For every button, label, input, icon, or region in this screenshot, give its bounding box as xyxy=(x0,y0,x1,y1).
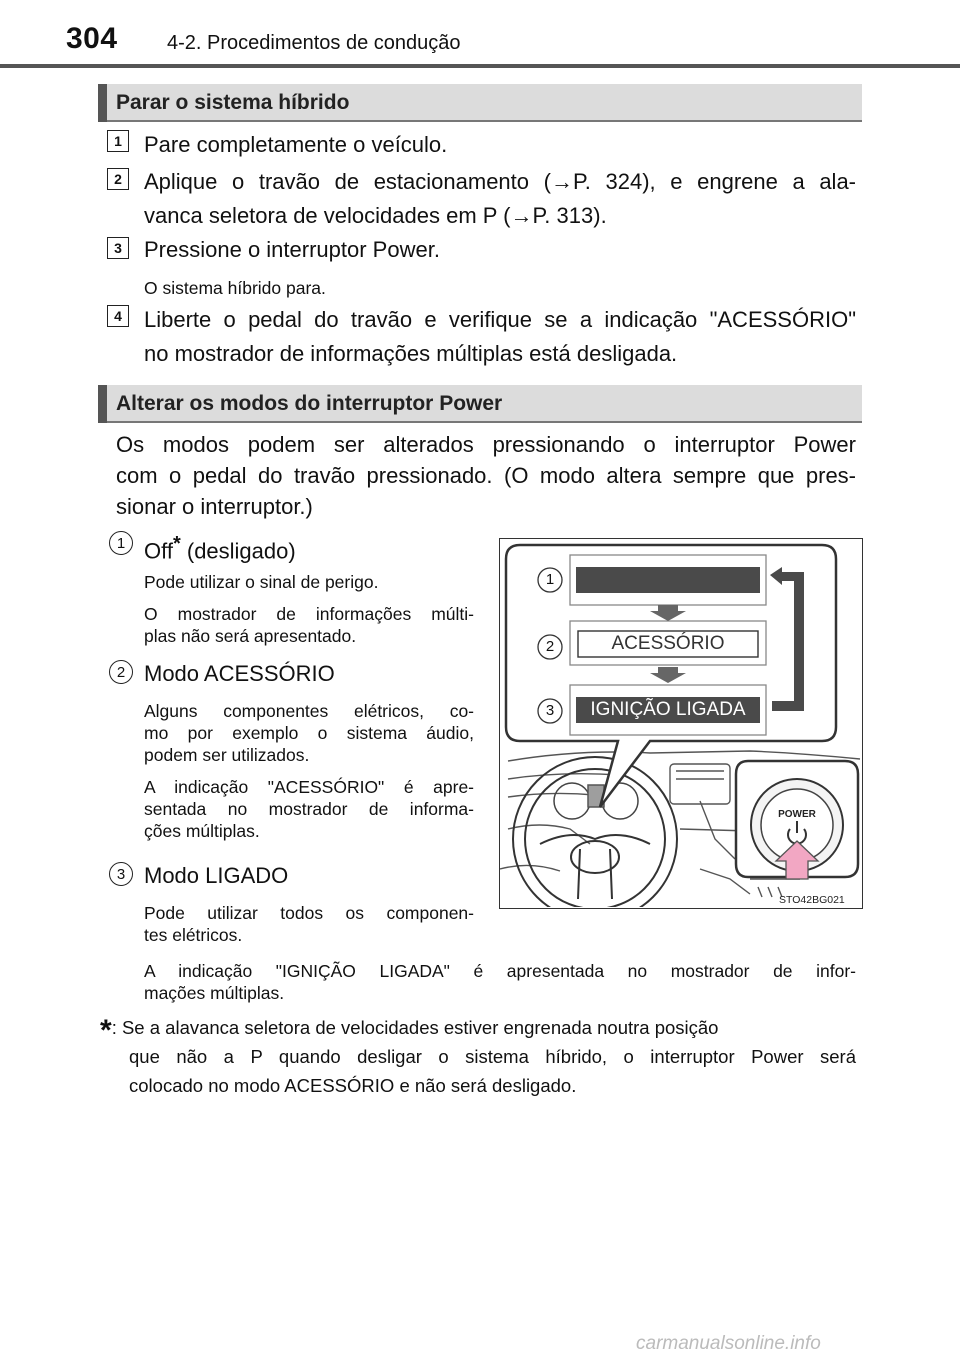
section-header-bar xyxy=(98,84,107,122)
step-number: 1 xyxy=(107,130,129,152)
mode-number: 1 xyxy=(109,531,133,555)
desc-line: podem ser utilizados. xyxy=(144,745,310,765)
step-line: Pare completamente o veículo. xyxy=(144,132,448,157)
display-off xyxy=(576,567,760,593)
mode-title: Modo LIGADO xyxy=(144,863,289,888)
mode-title: Modo ACESSÓRIO xyxy=(144,661,335,686)
figure-label: 1 xyxy=(545,571,555,588)
step-text xyxy=(144,128,856,162)
gauge-cluster xyxy=(554,783,638,819)
mode-desc xyxy=(144,902,474,946)
footnote-mark: * xyxy=(100,1014,112,1047)
footnote-line: que não a P quando desligar o sistema híbrido, o interruptor Power será xyxy=(129,1046,856,1067)
figure-code: STO42BG021 xyxy=(779,894,845,906)
desc-line: Alguns componentes elétricos, co- xyxy=(144,701,474,721)
desc-line: mo por exemplo o sistema áudio, xyxy=(144,723,474,743)
step-number: 4 xyxy=(107,305,129,327)
step-number: 2 xyxy=(107,168,129,190)
desc-line: Pode utilizar todos os componen- xyxy=(144,903,474,923)
display-ignition-on: IGNIÇÃO LIGADA xyxy=(590,699,746,720)
intro-line: sionar o interruptor.) xyxy=(116,494,313,519)
mode-desc xyxy=(144,700,474,842)
step-line: vanca seletora de velocidades em P (→P. 313). xyxy=(144,203,607,228)
desc-line: A indicação "IGNIÇÃO LIGADA" é apresentada no mostrador de infor- xyxy=(144,961,856,981)
mode-title-text: Off xyxy=(144,538,173,564)
power-button-label: POWER xyxy=(778,809,816,820)
watermark: carmanualsonline.info xyxy=(636,1333,821,1354)
section-header-modes xyxy=(98,385,862,423)
mode-title-suffix: (desligado) xyxy=(180,538,296,564)
modes-intro xyxy=(116,429,856,522)
footnote-line: colocado no modo ACESSÓRIO e não será desligado. xyxy=(129,1075,577,1096)
intro-line: com o pedal do travão pressionado. (O modo altera sempre que pres- xyxy=(116,463,856,488)
figure-label: 2 xyxy=(545,638,555,655)
step-line: Pressione o interruptor Power. xyxy=(144,237,440,262)
desc-line: plas não será apresentado. xyxy=(144,626,357,646)
section-title: Alterar os modos do interruptor Power xyxy=(116,392,503,415)
display-accessory: ACESSÓRIO xyxy=(611,633,725,654)
figure-label: 3 xyxy=(545,702,555,719)
step-line: Liberte o pedal do travão e verifique se a indicação "ACESSÓRIO" xyxy=(144,307,856,332)
footnote xyxy=(100,1013,856,1100)
page-number: 304 xyxy=(66,22,118,55)
desc-line: sentada no mostrador de informa- xyxy=(144,799,474,819)
figure-drawing xyxy=(500,539,861,907)
section-title: Parar o sistema híbrido xyxy=(116,91,350,114)
step-note: O sistema híbrido para. xyxy=(144,278,326,298)
step-number: 3 xyxy=(107,237,129,259)
desc-line: A indicação "ACESSÓRIO" é apre- xyxy=(144,777,474,797)
desc-line: tes elétricos. xyxy=(144,925,243,945)
power-switch-figure xyxy=(499,538,863,909)
footnote-line xyxy=(100,1013,856,1047)
chapter-title: 4-2. Procedimentos de condução xyxy=(167,32,461,54)
step-line: no mostrador de informações múltiplas está desligada. xyxy=(144,341,678,366)
step-text xyxy=(144,303,856,371)
step-text xyxy=(144,165,856,233)
footnote-mark: * xyxy=(172,533,181,555)
section-header-stop xyxy=(98,84,862,122)
desc-line: Pode utilizar o sinal de perigo. xyxy=(144,572,379,592)
step-line: Aplique o travão de estacionamento (→P. 324), e engrene a ala- xyxy=(144,169,856,194)
mode-number: 2 xyxy=(109,660,133,684)
header-rule xyxy=(0,64,960,68)
intro-line: Os modos podem ser alterados pressionando o interruptor Power xyxy=(116,432,856,457)
mode-desc-wide xyxy=(144,960,856,1004)
footnote-text: : Se a alavanca seletora de velocidades estiver engrenada noutra posição xyxy=(111,1017,719,1038)
steering-wheel xyxy=(513,757,677,907)
desc-line: O mostrador de informações múlti- xyxy=(144,604,474,624)
step-text xyxy=(144,233,856,267)
mode-title xyxy=(144,533,296,564)
mode-desc xyxy=(144,571,474,647)
section-header-bar xyxy=(98,385,107,423)
desc-line: mações múltiplas. xyxy=(144,983,285,1003)
mode-number: 3 xyxy=(109,862,133,886)
desc-line: ções múltiplas. xyxy=(144,821,260,841)
